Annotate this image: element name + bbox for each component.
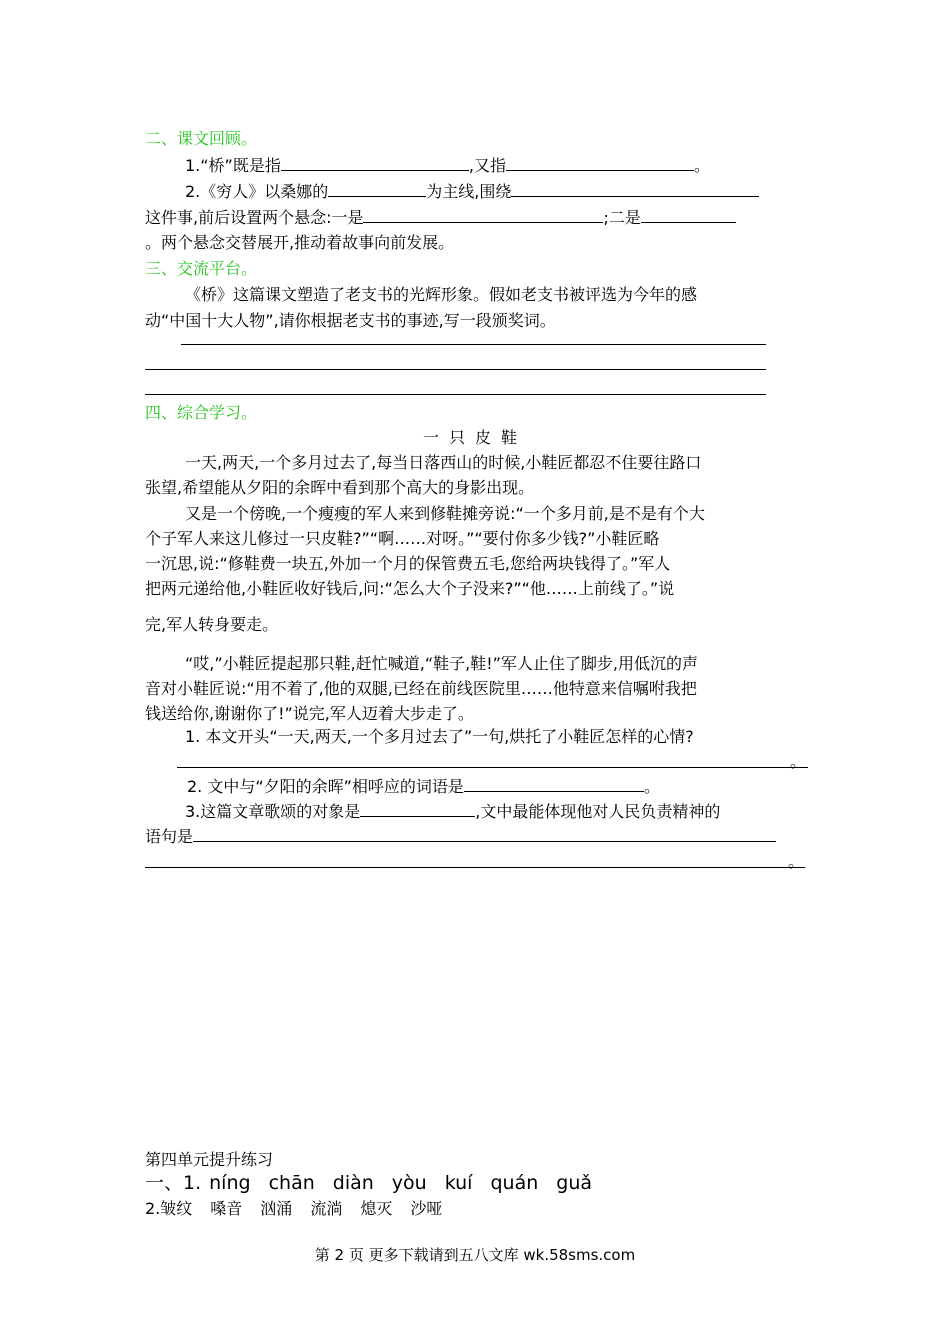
story-paragraph-1-line-2: 张望,希望能从夕阳的余晖中看到那个高大的身影出现。	[145, 478, 535, 497]
answer-line[interactable]	[177, 767, 808, 768]
review-q2-text-c: 这件事,前后设置两个悬念:一是	[145, 208, 364, 227]
answer-blank[interactable]	[506, 152, 694, 171]
word-item: 熄灭	[360, 1199, 393, 1218]
study-question-3-end: 。	[788, 852, 805, 871]
answers-line1-prefix: 一、1.	[145, 1172, 202, 1194]
study-question-1-end: 。	[790, 752, 807, 771]
exchange-text-line1: 《桥》这篇课文塑造了老支书的光辉形象。假如老支书被评选为今年的感	[185, 285, 698, 304]
review-q2-line2	[145, 204, 810, 231]
page-footer: 第 2 页 更多下载请到五八文库 wk.58sms.com	[314, 1246, 636, 1264]
story-paragraph-2-line-5: 完,军人转身要走。	[145, 615, 279, 634]
study-question-3-text-c: 语句是	[145, 827, 194, 846]
answers-line-2	[145, 1196, 810, 1222]
writing-line[interactable]	[145, 369, 766, 370]
pinyin-item: quán	[490, 1172, 539, 1194]
review-heading: 二、课文回顾。	[145, 129, 258, 148]
study-question-2-end: 。	[643, 777, 660, 796]
review-q1-text-b: ,又指	[468, 156, 506, 175]
review-q2-text-b: 为主线,围绕	[426, 182, 512, 201]
review-q1-text-a: 1.“桥”既是指	[185, 156, 281, 175]
study-question-3-text-a: 3.这篇文章歌颂的对象是	[185, 802, 361, 821]
review-q1-text-c: 。	[693, 156, 710, 175]
story-paragraph-3-line-3: 钱送给你,谢谢你了!”说完,军人迈着大步走了。	[145, 704, 474, 723]
study-question-2-text: 2. 文中与“夕阳的余晖”相呼应的词语是	[187, 777, 464, 796]
story-paragraph-3-line-1: “哎,”小鞋匠提起那只鞋,赶忙喊道,“鞋子,鞋!”军人止住了脚步,用低沉的声	[185, 654, 699, 673]
review-q1	[145, 152, 850, 179]
story-paragraph-2-line-4: 把两元递给他,小鞋匠收好钱后,问:“怎么大个子没来?”“他……上前线了。”说	[145, 579, 675, 598]
pinyin-item: guǎ	[556, 1172, 593, 1194]
story-paragraph-2-line-1: 又是一个傍晚,一个瘦瘦的军人来到修鞋摊旁说:“一个多月前,是不是有个大	[185, 504, 705, 523]
review-q2-text-d: ;二是	[603, 208, 641, 227]
study-question-1: 1. 本文开头“一天,两天,一个多月过去了”一句,烘托了小鞋匠怎样的心情?	[185, 727, 694, 746]
exchange-text-line2: 动“中国十大人物”,请你根据老支书的事迹,写一段颁奖词。	[145, 311, 556, 330]
study-question-3-line1	[145, 798, 850, 825]
study-heading: 四、综合学习。	[145, 403, 258, 422]
answer-blank[interactable]	[464, 773, 644, 792]
writing-line[interactable]	[181, 344, 766, 345]
study-question-3-text-b: ,文中最能体现他对人民负责精神的	[475, 802, 721, 821]
answer-blank[interactable]	[281, 152, 469, 171]
study-question-3-line2	[145, 823, 810, 850]
answer-blank[interactable]	[360, 798, 475, 817]
pinyin-item: diàn	[332, 1172, 374, 1194]
exchange-heading: 三、交流平台。	[145, 259, 258, 278]
answer-blank[interactable]	[511, 178, 759, 197]
story-paragraph-2-line-3: 一沉思,说:“修鞋费一块五,外加一个月的保管费五毛,您给两块钱得了。”军人	[145, 554, 671, 573]
answers-line2-prefix: 2.	[145, 1199, 161, 1218]
pinyin-item: yòu	[391, 1172, 427, 1194]
study-question-2	[145, 773, 852, 800]
answer-blank[interactable]	[193, 823, 776, 842]
story-paragraph-3-line-2: 音对小鞋匠说:“用不着了,他的双腿,已经在前线医院里……他特意来信嘱咐我把	[145, 679, 697, 698]
word-item: 皱纹	[160, 1199, 193, 1218]
pinyin-item: kuí	[444, 1172, 473, 1194]
pinyin-item: níng	[209, 1172, 251, 1194]
word-item: 流淌	[310, 1199, 343, 1218]
answers-line-1	[145, 1170, 810, 1196]
story-paragraph-2-line-2: 个子军人来这儿修过一只皮鞋?”“啊……对呀。”“要付你多少钱?”小鞋匠略	[145, 529, 660, 548]
word-item: 嗓音	[210, 1199, 243, 1218]
review-q2-text-a: 2.《穷人》以桑娜的	[185, 182, 329, 201]
pinyin-item: chān	[268, 1172, 315, 1194]
word-item: 沙哑	[410, 1199, 443, 1218]
answer-blank[interactable]	[641, 204, 736, 223]
story-paragraph-1-line-1: 一天,两天,一个多月过去了,每当日落西山的时候,小鞋匠都忍不住要往路口	[185, 453, 702, 472]
word-item: 汹涌	[260, 1199, 293, 1218]
writing-line[interactable]	[145, 394, 766, 395]
answer-blank[interactable]	[328, 178, 426, 197]
answers-title: 第四单元提升练习	[145, 1150, 274, 1169]
review-q2-line1	[145, 178, 850, 205]
answer-line[interactable]	[145, 867, 805, 868]
story-title: 一只皮鞋	[422, 428, 527, 447]
review-q2-line3: 。两个悬念交替展开,推动着故事向前发展。	[145, 233, 455, 252]
answer-blank[interactable]	[363, 204, 603, 223]
